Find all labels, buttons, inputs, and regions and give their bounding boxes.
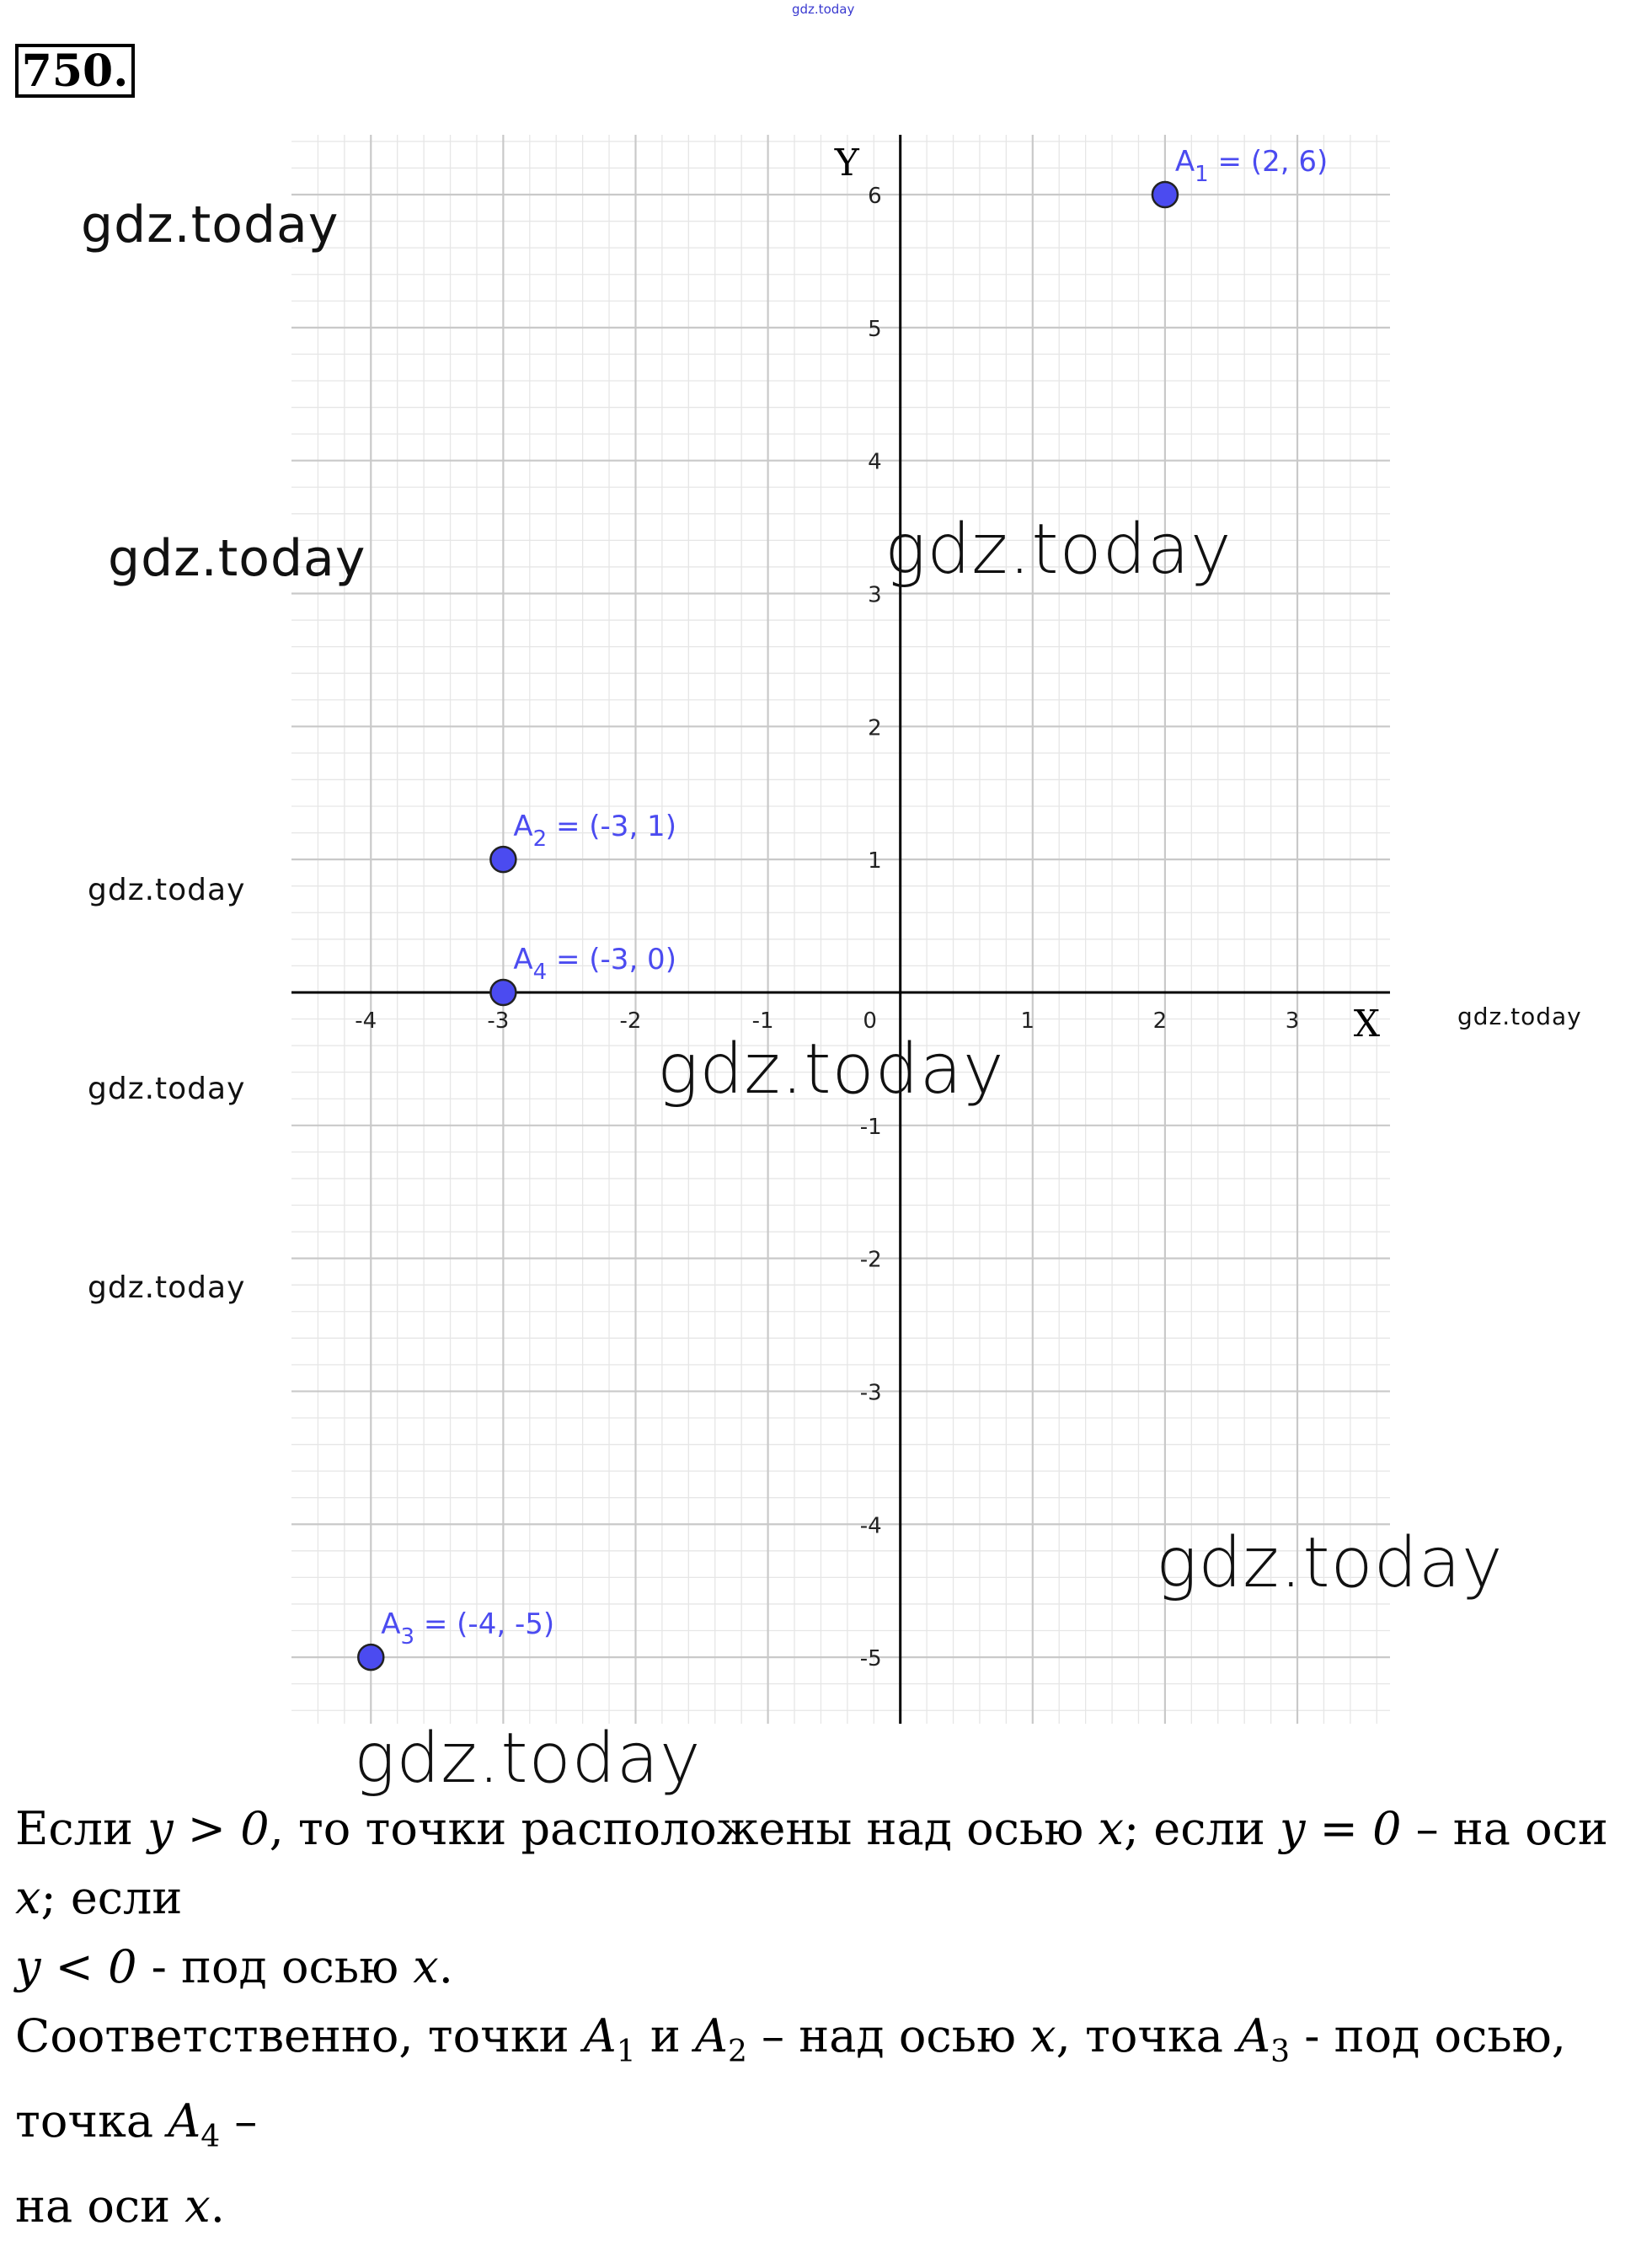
x-tick-label: 1 [1020,1008,1035,1034]
x-tick-label: -3 [487,1008,510,1034]
problem-number: 750. [15,44,135,98]
watermark: gdz.today [1156,1523,1504,1603]
watermark: gdz.today [108,529,366,588]
watermark: gdz.today [354,1719,702,1799]
watermark: gdz.today [1457,1003,1582,1030]
x-tick-label: 0 [863,1008,877,1034]
explanation-line-1: Если y > 0, то точки расположены над осью x; если y = 0 – на оси x; если [15,1802,1608,1924]
top-watermark: gdz.today [792,2,855,17]
data-point-label: $A_2 = (-3$, 1) [513,810,676,853]
watermark: gdz.today [88,1270,246,1305]
y-tick-label: -4 [859,1513,882,1539]
y-tick-label: 1 [868,848,882,874]
tick-labels [355,142,1380,1671]
y-tick-label: -5 [859,1646,882,1672]
minor-grid [291,135,1390,1724]
data-point [490,980,516,1005]
watermark: gdz.today [81,195,339,254]
x-axis-label: X [1353,1002,1381,1046]
explanation-text [15,1794,1641,2241]
watermark: gdz.today [657,1030,1005,1110]
x-tick-label: -2 [619,1008,642,1034]
watermark: gdz.today [885,510,1232,590]
data-point-label: $A_4 = (-3$, 0) [513,942,676,985]
x-tick-label: -1 [751,1008,774,1034]
major-grid [291,135,1390,1724]
y-tick-label: 2 [868,715,882,741]
x-tick-label: 2 [1152,1008,1168,1034]
explanation-line-2: y < 0 - под осью x. [15,1940,453,1993]
y-tick-label: 5 [868,316,882,342]
x-tick-label: -4 [355,1008,377,1034]
data-point [490,847,516,872]
y-tick-label: -2 [859,1247,882,1273]
explanation-line-4: на оси x. [15,2179,225,2233]
y-tick-label: -3 [859,1380,882,1406]
y-tick-label: 3 [868,582,882,608]
y-tick-label: 6 [868,184,882,210]
axes [291,135,1390,1724]
data-point [1152,182,1178,207]
y-axis-label: Y [834,142,859,185]
watermark: gdz.today [88,873,246,907]
watermark: gdz.today [88,1072,246,1106]
data-point [358,1645,383,1670]
explanation-line-3: Соответственно, точки $A_1$ и $A_2$ – над осью x, точка $A_3$ - под осью, точка $A_4$ – [15,2009,1566,2154]
data-point-label: $A_1 = (2$, 6) [1174,145,1329,188]
y-tick-label: 4 [868,449,882,475]
x-tick-label: 3 [1285,1008,1300,1034]
y-tick-label: -1 [859,1114,882,1140]
data-point-label: $A_3 = (-4$, -5) [381,1607,555,1650]
